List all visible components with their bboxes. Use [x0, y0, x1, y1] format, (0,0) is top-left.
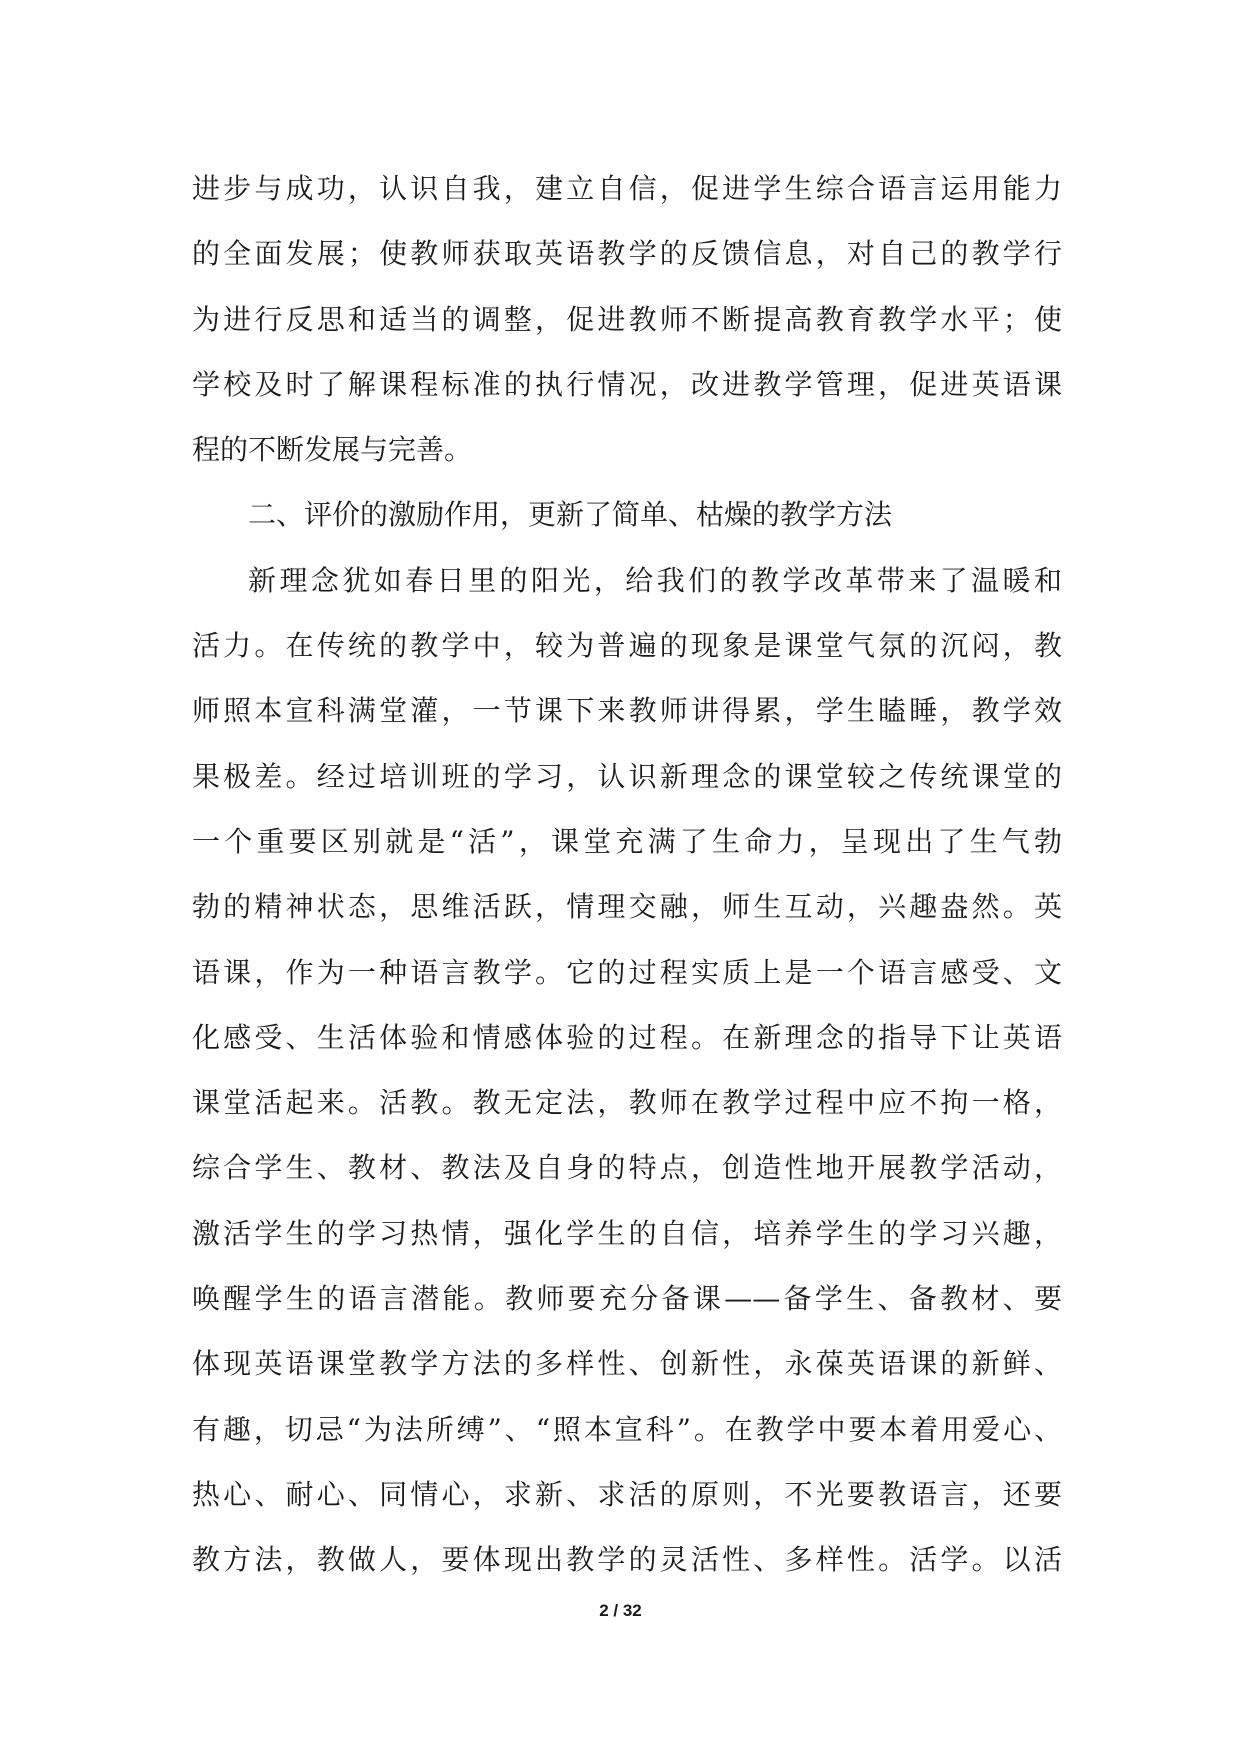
text-line: 进步与成功，认识自我，建立自信，促进学生综合语言运用能力 [192, 172, 1062, 205]
text-line: 体现英语课堂教学方法的多样性、创新性，永葆英语课的新鲜、 [192, 1347, 1062, 1381]
text-line: 新理念犹如春日里的阳光，给我们的教学改革带来了温暖和 [248, 563, 1062, 597]
text-line: 激活学生的学习热情，强化学生的自信，培养学生的学习兴趣， [192, 1216, 1062, 1250]
section-heading: 二、评价的激励作用，更新了简单、枯燥的教学方法 [248, 498, 893, 532]
text-line: 教方法，教做人，要体现出教学的灵活性、多样性。活学。以活 [192, 1543, 1062, 1577]
text-line: 活力。在传统的教学中，较为普遍的现象是课堂气氛的沉闷，教 [192, 629, 1062, 663]
text-line: 师照本宣科满堂灌，一节课下来教师讲得累，学生瞌睡，教学效 [192, 694, 1062, 728]
text-line: 课堂活起来。活教。教无定法，教师在教学过程中应不拘一格， [192, 1086, 1062, 1120]
text-line: 综合学生、教材、教法及自身的特点，创造性地开展教学活动， [192, 1151, 1062, 1185]
text-line: 一个重要区别就是“活”，课堂充满了生命力，呈现出了生气勃 [192, 824, 1062, 858]
text-line: 有趣，切忌“为法所缚”、“照本宣科”。在教学中要本着用爱心、 [192, 1412, 1062, 1446]
text-line: 果极差。经过培训班的学习，认识新理念的课堂较之传统课堂的 [192, 759, 1062, 793]
text-line: 语课，作为一种语言教学。它的过程实质上是一个语言感受、文 [192, 955, 1062, 989]
body-text [192, 156, 1062, 1593]
text-line: 化感受、生活体验和情感体验的过程。在新理念的指导下让英语 [192, 1020, 1062, 1054]
text-line: 学校及时了解课程标准的执行情况，改进教学管理，促进英语课 [192, 367, 1062, 401]
text-line: 为进行反思和适当的调整，促进教师不断提高教育教学水平；使 [192, 302, 1062, 336]
text-line: 的全面发展；使教师获取英语教学的反馈信息，对自己的教学行 [192, 237, 1062, 271]
text-line: 程的不断发展与完善。 [192, 433, 473, 467]
text-line: 唤醒学生的语言潜能。教师要充分备课——备学生、备教材、要 [192, 1282, 1062, 1316]
page-number: 2 / 32 [599, 1601, 642, 1620]
text-line: 勃的精神状态，思维活跃，情理交融，师生互动，兴趣盎然。英 [192, 890, 1062, 924]
text-line: 热心、耐心、同情心，求新、求活的原则，不光要教语言，还要 [192, 1477, 1062, 1511]
